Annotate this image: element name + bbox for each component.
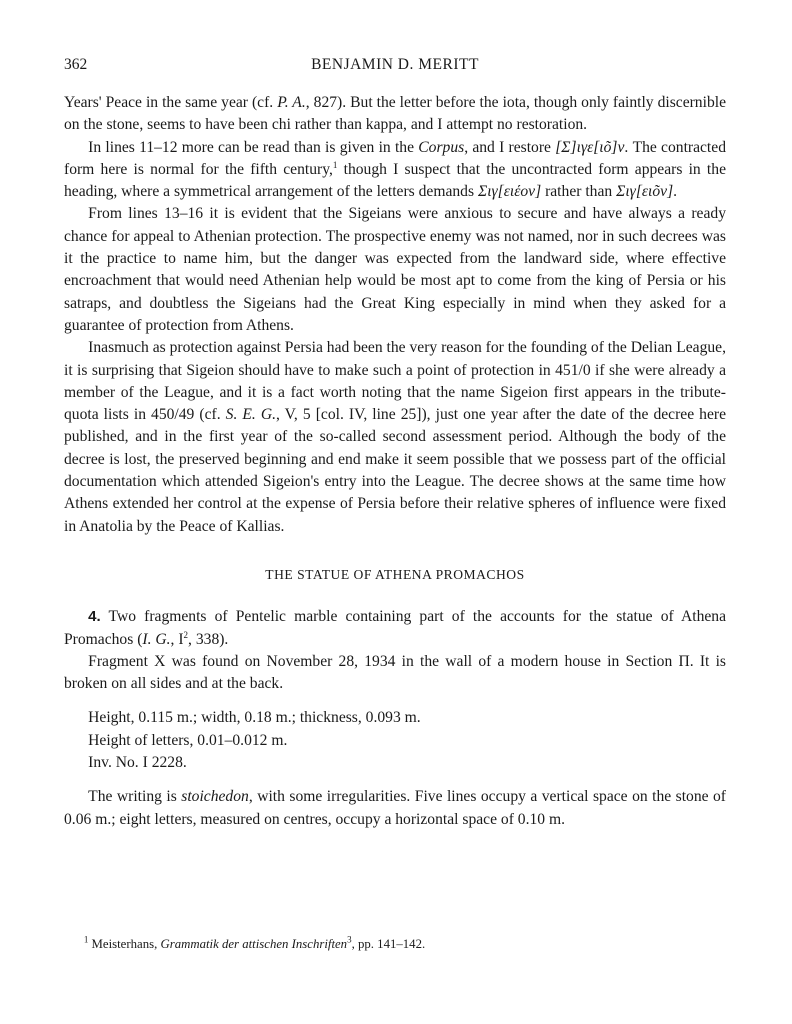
- corpus-term: Corpus: [418, 138, 465, 156]
- reference-pa: P. A.: [277, 94, 306, 111]
- item-number: 4.: [88, 608, 101, 626]
- body-text: [64, 92, 726, 831]
- paragraph-1: Years' Peace in the same year (cf. P. A., 827). But the letter before the iota, though only faintly discernible on the stone, seems to have been chi rather than kappa, and I attempt no restoration.: [64, 94, 726, 134]
- stoichedon-term: stoichedon: [181, 788, 249, 806]
- page-number: 362: [64, 56, 88, 73]
- footnote: $^1$ Meisterhans, Grammatik der attischen Inschriften$^3$, pp. 141–142.: [83, 934, 426, 951]
- running-head: [64, 56, 726, 80]
- footnote-number: 1: [83, 934, 89, 945]
- page: [64, 56, 726, 831]
- paragraph-7: The writing is stoichedon, with some irregularities. Five lines occupy a vertical space on the stone of 0.06 m.; eight letters, measured on centres, occupy a horizontal space of 0.10 m.: [64, 788, 727, 828]
- running-head-title: BENJAMIN D. MERITT: [311, 56, 479, 73]
- paragraph-2: In lines 11–12 more can be read than is given in the Corpus, and I restore [Σ]ιγε[ιõ]ν. The contracted form here is normal for the fifth century,$^1$ though I suspect that the uncontracted form appears in the heading, where a symmetrical arrangement of the letters demands Σιγ[ειέον] rather than Σιγ[ειõν].: [64, 138, 726, 201]
- greek-uncontracted: Σιγ[ειέον]: [477, 183, 542, 201]
- section-heading: THE STATUE OF ATHENA PROMACHOS: [265, 566, 525, 582]
- footnote-title: Grammatik der attischen Inschriften: [160, 937, 348, 951]
- paragraph-6: Fragment X was found on November 28, 1934 in the wall of a modern house in Section Π. It is broken on all sides and at the back.: [64, 652, 726, 693]
- measurements-block: [64, 707, 726, 774]
- footnote-mark: 1: [332, 159, 338, 170]
- greek-contracted: Σιγ[ειõν]: [616, 183, 674, 201]
- paragraph-3: From lines 13–16 it is evident that the Sigeians were anxious to secure and have always a ready chance for appeal to Athenian protection. The prospective enemy was not named, nor in such decrees was it the practice to name him, but the danger was expected from the landward side, where effective encroachment that would need Athenian help would be most apt to come from the king of Persia or his satraps, and doubtless the Sigeians had the Great King especially in mind when they asked for a guarantee of protection from Athens.: [64, 205, 726, 334]
- paragraph-4: Inasmuch as protection against Persia had been the very reason for the founding of the Delian League, it is surprising that Sigeion should have to make such a point of protection in 451/0 if she were already a member of the League, and it is a fact worth noting that the name Sigeion first appears in the tribute-quota lists in 450/49 (cf. S. E. G., V, 5 [col. IV, line 25]), just one year after the date of the decree here published, and in the first year of the so-called second assessment period. Although the body of the decree is lost, the preserved beginning and end make it seem possible that we possess part of the official documentation which attended Sigeion's entry into the League. The decree shows at the same time how Athens extended her control at the expense of Persia before their relative spheres of influence were fixed in Anatolia by the Peace of Kallias.: [64, 339, 726, 535]
- greek-restoration: [Σ]ιγε[ιõ]ν: [555, 138, 625, 156]
- reference-ig: I. G.: [142, 630, 171, 648]
- reference-seg: S. E. G.: [225, 406, 277, 424]
- measurement-inventory: Inv. No. I 2228.: [88, 754, 187, 772]
- paragraph-5: 4. Two fragments of Pentelic marble containing part of the accounts for the statue of Athena Promachos (I. G., $I^2$, 338).: [64, 608, 726, 648]
- measurement-letters: Height of letters, 0.01–0.012 m.: [88, 731, 288, 749]
- measurement-dimensions: Height, 0.115 m.; width, 0.18 m.; thickness, 0.093 m.: [88, 709, 421, 727]
